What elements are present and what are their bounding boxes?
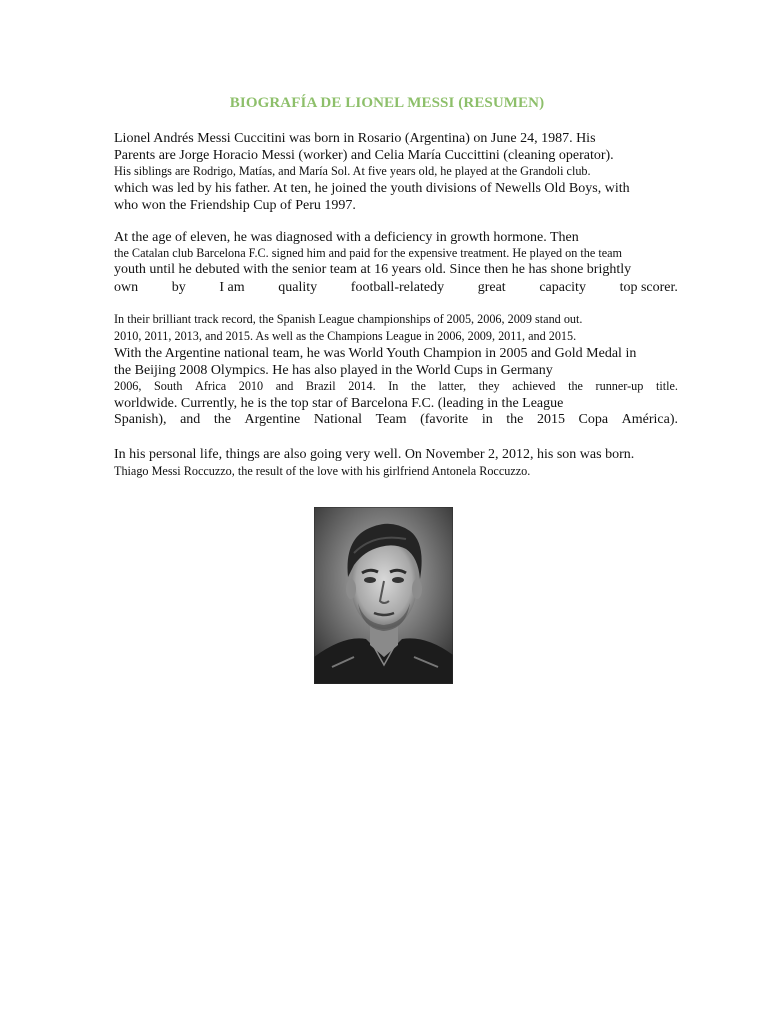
word: Argentine <box>244 412 301 427</box>
word: and <box>180 412 201 427</box>
p1-line: His siblings are Rodrigo, Matías, and María Sol. At five years old, he played at the Grandoli club. <box>114 164 591 178</box>
p2-line: At the age of eleven, he was diagnosed with a deficiency in growth hormone. Then <box>114 230 579 245</box>
word: (favorite <box>420 412 469 427</box>
p3-line: With the Argentine national team, he was World Youth Champion in 2005 and Gold Medal in <box>114 346 637 361</box>
word: South <box>154 379 183 393</box>
word: National <box>313 412 363 427</box>
word: the <box>213 412 231 427</box>
word: by <box>171 280 186 295</box>
word: own <box>114 280 139 295</box>
p1-line: Lionel Andrés Messi Cuccitini was born in Rosario (Argentina) on June 24, 1987. His <box>114 131 596 146</box>
word: I am <box>219 280 245 295</box>
word: Team <box>375 412 407 427</box>
p3-justified-line <box>114 380 678 392</box>
word: 2014. <box>348 379 376 393</box>
word: latter, <box>438 379 467 393</box>
p3-line: worldwide. Currently, he is the top star of Barcelona F.C. (leading in the League <box>114 396 564 411</box>
page-title: BIOGRAFÍA DE LIONEL MESSI (RESUMEN) <box>229 95 545 111</box>
word: Africa <box>195 379 227 393</box>
p1-line: who won the Friendship Cup of Peru 1997. <box>114 198 356 213</box>
word: they <box>478 379 500 393</box>
p1-line: which was led by his father. At ten, he joined the youth divisions of Newells Old Boys, with <box>114 181 630 196</box>
word: great <box>477 280 506 295</box>
word: runner-up <box>595 379 644 393</box>
word: 2010 <box>238 379 264 393</box>
word: 2015 <box>536 412 565 427</box>
word: title. <box>655 379 678 393</box>
word: in <box>481 412 493 427</box>
p3-line: the Beijing 2008 Olympics. He has also played in the World Cups in Germany <box>114 363 553 378</box>
p3-line: 2010, 2011, 2013, and 2015. As well as the Champions League in 2006, 2009, 2011, and 2015. <box>114 329 577 343</box>
word: Copa <box>578 412 609 427</box>
word: achieved <box>512 379 556 393</box>
word: the <box>506 412 524 427</box>
p2-line: the Catalan club Barcelona F.C. signed him and paid for the expensive treatment. He played on the team <box>114 246 623 260</box>
word: top scorer. <box>619 280 678 295</box>
p4-line: In his personal life, things are also going very well. On November 2, 2012, his son was born. <box>114 447 635 462</box>
word: the <box>410 379 426 393</box>
word: capacity <box>539 280 586 295</box>
word: In <box>388 379 399 393</box>
word: América). <box>621 412 678 427</box>
word: and <box>275 379 294 393</box>
p2-line: youth until he debuted with the senior team at 16 years old. Since then he has shone brightly <box>114 262 632 277</box>
word: Brazil <box>305 379 336 393</box>
p4-line: Thiago Messi Roccuzzo, the result of the love with his girlfriend Antonela Roccuzzo. <box>114 464 531 478</box>
p3-justified-line <box>114 413 678 427</box>
word: the <box>568 379 583 393</box>
portrait-sketch-icon <box>314 507 453 684</box>
p3-line: In their brilliant track record, the Spanish League championships of 2005, 2006, 2009 stand out. <box>114 312 583 326</box>
word: football-relatedy <box>350 280 445 295</box>
word: quality <box>278 280 318 295</box>
p1-line: Parents are Jorge Horacio Messi (worker) and Celia María Cuccittini (cleaning operator). <box>114 148 614 163</box>
word: 2006, <box>114 379 142 393</box>
p2-justified-line <box>114 281 678 295</box>
word: Spanish), <box>114 412 167 427</box>
